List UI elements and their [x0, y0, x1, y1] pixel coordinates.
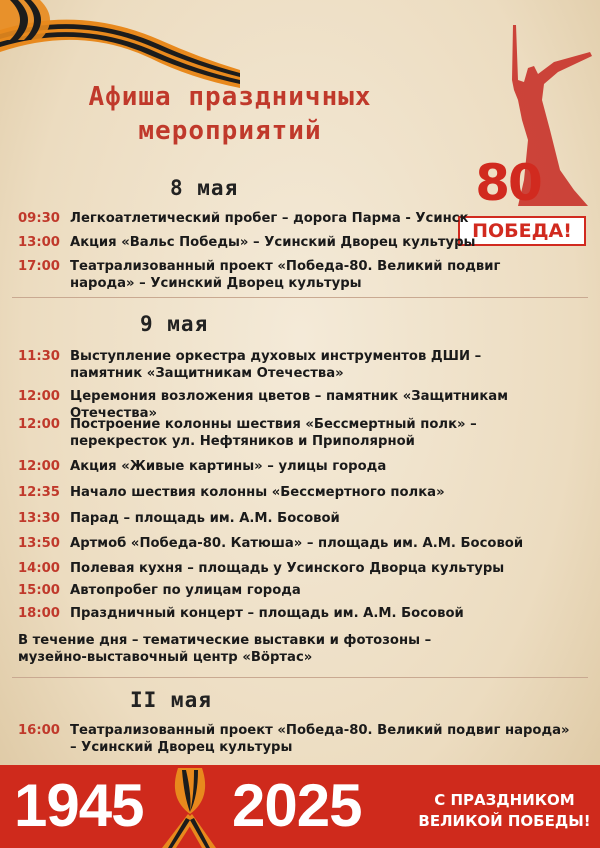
section-date: 9 мая [140, 312, 209, 336]
section-date: 8 мая [170, 176, 239, 200]
event-text: Парад – площадь им. А.М. Босовой [70, 511, 340, 526]
event-time: 12:00 [18, 389, 60, 404]
event-time: 13:00 [18, 235, 60, 250]
event-text: Праздничный концерт – площадь им. А.М. Босовой [70, 606, 464, 621]
section-divider [12, 677, 588, 678]
poster-title [30, 80, 430, 148]
event-text: Выступление оркестра духовых инструментов ДШИ – памятник «Защитникам Отечества» [70, 349, 482, 381]
event-text: Акция «Вальс Победы» – Усинский Дворец культуры [70, 235, 476, 250]
title-line-1: Афиша праздничных [88, 82, 372, 112]
event-text: Артмоб «Победа-80. Катюша» – площадь им. А.М. Босовой [70, 536, 524, 551]
event-time: 09:30 [18, 211, 60, 226]
greeting-line-1: С ПРАЗДНИКОМ [434, 791, 575, 809]
event-text: Театрализованный проект «Победа-80. Великий подвиг народа» – Усинский Дворец культуры [70, 259, 501, 291]
event-time: 18:00 [18, 606, 60, 621]
event-text: Начало шествия колонны «Бессмертного полка» [70, 485, 445, 500]
event-text: Полевая кухня – площадь у Усинского Дворца культуры [70, 561, 505, 576]
event-time: 16:00 [18, 723, 60, 738]
greeting [412, 790, 597, 832]
event-time: 14:00 [18, 561, 60, 576]
event-text: Акция «Живые картины» – улицы города [70, 459, 387, 474]
event-time: 13:30 [18, 511, 60, 526]
year-end: 2025 [232, 772, 362, 839]
event-text: В течение дня – тематические выставки и фотозоны – музейно-выставочный центр «Вöртас» [18, 633, 432, 665]
event-text: Построение колонны шествия «Бессмертный полк» – перекресток ул. Нефтяников и Приполярной [70, 417, 477, 449]
section-divider [12, 297, 588, 298]
event-time: 11:30 [18, 349, 60, 364]
event-time: 17:00 [18, 259, 60, 274]
logo-word: ПОБЕДА! [458, 216, 586, 246]
event-time: 13:50 [18, 536, 60, 551]
section-date: II мая [130, 688, 212, 712]
event-time: 12:00 [18, 417, 60, 432]
event-time: 12:35 [18, 485, 60, 500]
st-george-ribbon-bow-icon [150, 768, 230, 848]
year-start: 1945 [14, 772, 144, 839]
event-time: 12:00 [18, 459, 60, 474]
event-text: Автопробег по улицам города [70, 583, 301, 598]
logo-number: 80 [475, 154, 541, 212]
greeting-line-2: ВЕЛИКОЙ ПОБЕДЫ! [418, 812, 591, 830]
st-george-ribbon-icon [0, 0, 240, 90]
event-text: Церемония возложения цветов – памятник «Защитникам Отечества» [70, 389, 508, 421]
title-line-2: мероприятий [138, 116, 322, 146]
event-text: Легкоатлетический пробег – дорога Парма - Усинск [70, 211, 469, 226]
event-text: Театрализованный проект «Победа-80. Великий подвиг народа» – Усинский Дворец культуры [70, 723, 570, 755]
event-time: 15:00 [18, 583, 60, 598]
